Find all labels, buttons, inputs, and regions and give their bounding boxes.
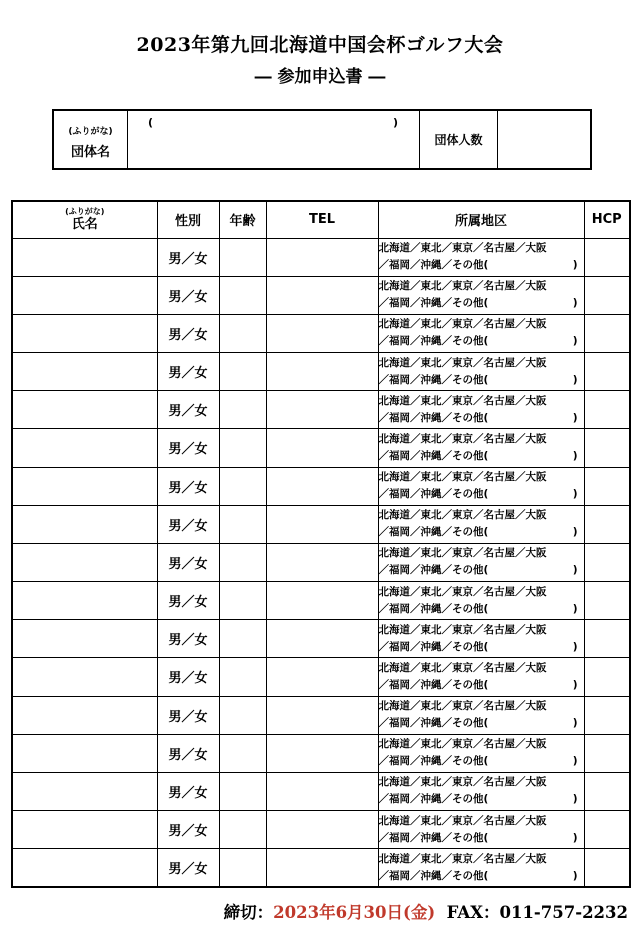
age-field[interactable]: [219, 772, 266, 810]
tel-field[interactable]: [266, 696, 378, 734]
region-other-close: ): [572, 564, 578, 577]
region-line-2-text: ／福岡／沖縄／その他(: [378, 411, 489, 424]
hcp-field[interactable]: [584, 314, 630, 352]
hcp-field[interactable]: [584, 505, 630, 543]
gender-option[interactable]: 男／女: [157, 238, 219, 276]
region-other-close: ): [572, 678, 578, 691]
region-line-1: 北海道／東北／東京／名古屋／大阪: [378, 852, 547, 865]
region-line-1: 北海道／東北／東京／名古屋／大阪: [378, 242, 547, 255]
hcp-field[interactable]: [584, 658, 630, 696]
region-line-2-text: ／福岡／沖縄／その他(: [378, 717, 489, 730]
name-field[interactable]: [12, 543, 157, 581]
region-line-2: [379, 524, 584, 541]
region-options[interactable]: [378, 353, 584, 391]
region-line-2: [379, 868, 584, 885]
region-line-1: 北海道／東北／東京／名古屋／大阪: [378, 585, 547, 598]
region-line-1: 北海道／東北／東京／名古屋／大阪: [378, 280, 547, 293]
table-row: [12, 658, 630, 696]
name-field[interactable]: [12, 734, 157, 772]
name-field[interactable]: [12, 505, 157, 543]
hcp-field[interactable]: [584, 772, 630, 810]
tel-field[interactable]: [266, 429, 378, 467]
name-field[interactable]: [12, 391, 157, 429]
gender-option[interactable]: 男／女: [157, 582, 219, 620]
region-options[interactable]: [378, 238, 584, 276]
region-line-2-text: ／福岡／沖縄／その他(: [378, 373, 489, 386]
region-line-2: [379, 791, 584, 808]
region-other-close: ): [572, 793, 578, 806]
region-options[interactable]: [378, 849, 584, 887]
table-header-row: [12, 201, 630, 238]
name-field[interactable]: [12, 811, 157, 849]
region-other-close: ): [572, 755, 578, 768]
region-line-2-text: ／福岡／沖縄／その他(: [378, 755, 489, 768]
age-field[interactable]: [219, 276, 266, 314]
region-other-close: ): [572, 831, 578, 844]
region-line-1: 北海道／東北／東京／名古屋／大阪: [378, 356, 547, 369]
age-field[interactable]: [219, 849, 266, 887]
region-line-2-text: ／福岡／沖縄／その他(: [378, 602, 489, 615]
hcp-field[interactable]: [584, 353, 630, 391]
region-line-2: [379, 830, 584, 847]
hcp-field[interactable]: [584, 543, 630, 581]
name-field[interactable]: [12, 467, 157, 505]
name-field[interactable]: [12, 314, 157, 352]
region-line-1: 北海道／東北／東京／名古屋／大阪: [378, 509, 547, 522]
age-field[interactable]: [219, 811, 266, 849]
table-row: [12, 696, 630, 734]
region-line-1: 北海道／東北／東京／名古屋／大阪: [378, 661, 547, 674]
region-line-2: [379, 601, 584, 618]
age-field[interactable]: [219, 543, 266, 581]
region-other-close: ): [572, 869, 578, 882]
gender-option[interactable]: 男／女: [157, 505, 219, 543]
tel-field[interactable]: [266, 734, 378, 772]
region-other-close: ): [572, 640, 578, 653]
region-line-1: 北海道／東北／東京／名古屋／大阪: [378, 776, 547, 789]
furigana-paren-close: ): [393, 116, 399, 129]
region-line-2-text: ／福岡／沖縄／その他(: [378, 564, 489, 577]
name-field[interactable]: [12, 276, 157, 314]
hcp-field[interactable]: [584, 696, 630, 734]
region-line-2: [379, 372, 584, 389]
entry-table: [11, 200, 631, 888]
deadline-label: 締切：: [223, 903, 274, 922]
entry-table-body: [12, 238, 630, 887]
table-row: [12, 391, 630, 429]
table-row: [12, 429, 630, 467]
table-row: [12, 505, 630, 543]
tel-field[interactable]: [266, 276, 378, 314]
name-field[interactable]: [12, 429, 157, 467]
document-subtitle: ― 参加申込書 ―: [254, 67, 386, 87]
age-field[interactable]: [219, 620, 266, 658]
region-line-2: [379, 486, 584, 503]
tel-field[interactable]: [266, 811, 378, 849]
table-row: [12, 276, 630, 314]
region-line-1: 北海道／東北／東京／名古屋／大阪: [378, 623, 547, 636]
region-line-1: 北海道／東北／東京／名古屋／大阪: [378, 394, 547, 407]
table-row: [12, 582, 630, 620]
table-row: [12, 772, 630, 810]
region-options[interactable]: [378, 391, 584, 429]
region-options[interactable]: [378, 505, 584, 543]
name-field[interactable]: [12, 353, 157, 391]
region-options[interactable]: [378, 543, 584, 581]
age-field[interactable]: [219, 467, 266, 505]
table-row: [12, 353, 630, 391]
header-furigana: (ふりがな): [65, 206, 105, 216]
region-line-2-text: ／福岡／沖縄／その他(: [378, 793, 489, 806]
table-row: [12, 314, 630, 352]
region-line-2: [379, 448, 584, 465]
region-options[interactable]: [378, 696, 584, 734]
hcp-field[interactable]: [584, 620, 630, 658]
region-line-1: 北海道／東北／東京／名古屋／大阪: [378, 738, 547, 751]
tel-field[interactable]: [266, 620, 378, 658]
region-options[interactable]: [378, 276, 584, 314]
region-line-2: [379, 639, 584, 656]
region-other-close: ): [572, 411, 578, 424]
hcp-field[interactable]: [584, 276, 630, 314]
region-options[interactable]: [378, 582, 584, 620]
member-count-label: 団体人数: [420, 111, 498, 168]
region-options[interactable]: [378, 314, 584, 352]
age-field[interactable]: [219, 391, 266, 429]
deadline-line: [224, 899, 628, 923]
region-line-1: 北海道／東北／東京／名古屋／大阪: [378, 700, 547, 713]
table-row: [12, 238, 630, 276]
region-line-1: 北海道／東北／東京／名古屋／大阪: [378, 318, 547, 331]
hcp-field[interactable]: [584, 811, 630, 849]
age-field[interactable]: [219, 582, 266, 620]
region-line-2-text: ／福岡／沖縄／その他(: [378, 297, 489, 310]
group-furigana-label: (ふりがな): [68, 127, 113, 137]
name-field[interactable]: [12, 696, 157, 734]
region-options[interactable]: [378, 658, 584, 696]
hcp-field[interactable]: [584, 467, 630, 505]
region-line-2: [379, 410, 584, 427]
tel-field[interactable]: [266, 658, 378, 696]
region-line-2-text: ／福岡／沖縄／その他(: [378, 526, 489, 539]
member-count-field[interactable]: [498, 111, 590, 168]
age-field[interactable]: [219, 238, 266, 276]
region-other-close: ): [572, 449, 578, 462]
gender-option[interactable]: 男／女: [157, 467, 219, 505]
region-other-close: ): [572, 335, 578, 348]
tel-field[interactable]: [266, 849, 378, 887]
region-other-close: ): [572, 488, 578, 501]
document-title: 2023年第九回北海道中国会杯ゴルフ大会: [136, 34, 504, 56]
region-line-1: 北海道／東北／東京／名古屋／大阪: [378, 547, 547, 560]
gender-option[interactable]: 男／女: [157, 391, 219, 429]
tel-field[interactable]: [266, 772, 378, 810]
gender-option[interactable]: 男／女: [157, 734, 219, 772]
table-row: [12, 734, 630, 772]
group-info-box: [52, 109, 592, 170]
group-name-label-cell: [54, 111, 128, 168]
name-field[interactable]: [12, 849, 157, 887]
age-field[interactable]: [219, 658, 266, 696]
region-line-2-text: ／福岡／沖縄／その他(: [378, 831, 489, 844]
header-gender: 性別: [157, 201, 219, 238]
region-line-2: [379, 677, 584, 694]
age-field[interactable]: [219, 353, 266, 391]
header-name-label: 氏名: [71, 216, 98, 232]
header-name: [12, 201, 157, 238]
hcp-field[interactable]: [584, 391, 630, 429]
gender-option[interactable]: 男／女: [157, 658, 219, 696]
table-row: [12, 849, 630, 887]
table-row: [12, 543, 630, 581]
region-line-2-text: ／福岡／沖縄／その他(: [378, 449, 489, 462]
tel-field[interactable]: [266, 314, 378, 352]
region-line-2-text: ／福岡／沖縄／その他(: [378, 678, 489, 691]
gender-option[interactable]: 男／女: [157, 429, 219, 467]
region-line-2-text: ／福岡／沖縄／その他(: [378, 335, 489, 348]
gender-option[interactable]: 男／女: [157, 353, 219, 391]
age-field[interactable]: [219, 429, 266, 467]
header-age: 年齢: [219, 201, 266, 238]
gender-option[interactable]: 男／女: [157, 811, 219, 849]
tel-field[interactable]: [266, 505, 378, 543]
region-line-1: 北海道／東北／東京／名古屋／大阪: [378, 471, 547, 484]
name-field[interactable]: [12, 772, 157, 810]
region-options[interactable]: [378, 429, 584, 467]
name-field[interactable]: [12, 238, 157, 276]
gender-option[interactable]: 男／女: [157, 543, 219, 581]
region-options[interactable]: [378, 811, 584, 849]
region-line-1: 北海道／東北／東京／名古屋／大阪: [378, 432, 547, 445]
region-other-close: ): [572, 717, 578, 730]
region-line-2-text: ／福岡／沖縄／その他(: [378, 640, 489, 653]
gender-option[interactable]: 男／女: [157, 849, 219, 887]
age-field[interactable]: [219, 734, 266, 772]
region-other-close: ): [572, 602, 578, 615]
name-field[interactable]: [12, 620, 157, 658]
group-name-label: 団体名: [70, 145, 110, 160]
table-row: [12, 467, 630, 505]
gender-option[interactable]: 男／女: [157, 620, 219, 658]
fax-number: FAX：011-757-2232: [446, 903, 628, 922]
table-row: [12, 811, 630, 849]
region-line-2: [379, 257, 584, 274]
region-options[interactable]: [378, 734, 584, 772]
region-line-2: [379, 753, 584, 770]
region-line-2: [379, 562, 584, 579]
hcp-field[interactable]: [584, 734, 630, 772]
group-name-field[interactable]: [128, 111, 420, 168]
region-line-2-text: ／福岡／沖縄／その他(: [378, 259, 489, 272]
gender-option[interactable]: 男／女: [157, 696, 219, 734]
name-field[interactable]: [12, 582, 157, 620]
tel-field[interactable]: [266, 238, 378, 276]
region-options[interactable]: [378, 620, 584, 658]
region-other-close: ): [572, 259, 578, 272]
region-options[interactable]: [378, 467, 584, 505]
region-line-1: 北海道／東北／東京／名古屋／大阪: [378, 814, 547, 827]
gender-option[interactable]: 男／女: [157, 772, 219, 810]
tel-field[interactable]: [266, 582, 378, 620]
hcp-field[interactable]: [584, 582, 630, 620]
table-row: [12, 620, 630, 658]
hcp-field[interactable]: [584, 238, 630, 276]
tel-field[interactable]: [266, 543, 378, 581]
hcp-field[interactable]: [584, 429, 630, 467]
tel-field[interactable]: [266, 391, 378, 429]
age-field[interactable]: [219, 505, 266, 543]
furigana-paren-open: (: [148, 116, 154, 129]
header-region: 所属地区: [378, 201, 584, 238]
region-other-close: ): [572, 297, 578, 310]
name-field[interactable]: [12, 658, 157, 696]
region-other-close: ): [572, 526, 578, 539]
hcp-field[interactable]: [584, 849, 630, 887]
header-tel: TEL: [266, 201, 378, 238]
region-other-close: ): [572, 373, 578, 386]
region-line-2: [379, 295, 584, 312]
region-line-2-text: ／福岡／沖縄／その他(: [378, 488, 489, 501]
gender-option[interactable]: 男／女: [157, 276, 219, 314]
age-field[interactable]: [219, 314, 266, 352]
tel-field[interactable]: [266, 467, 378, 505]
tel-field[interactable]: [266, 353, 378, 391]
region-options[interactable]: [378, 772, 584, 810]
header-hcp: HCP: [584, 201, 630, 238]
deadline-date: 2023年6月30日(金): [273, 903, 436, 922]
gender-option[interactable]: 男／女: [157, 314, 219, 352]
region-line-2-text: ／福岡／沖縄／その他(: [378, 869, 489, 882]
age-field[interactable]: [219, 696, 266, 734]
region-line-2: [379, 333, 584, 350]
region-line-2: [379, 715, 584, 732]
